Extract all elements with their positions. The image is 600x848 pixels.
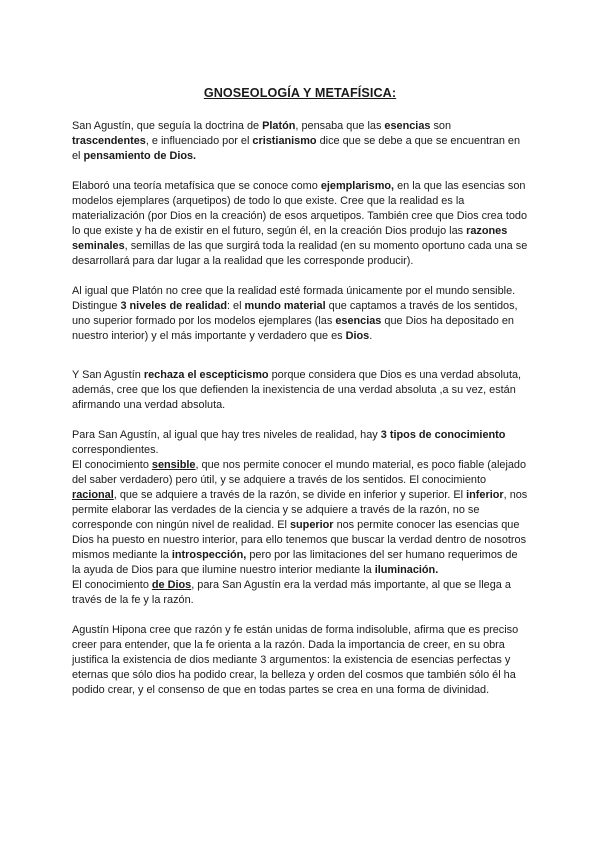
bold-term: iluminación. bbox=[374, 564, 439, 576]
paragraph-platon bbox=[72, 119, 528, 164]
bold-term: Dios bbox=[345, 330, 370, 342]
bold-term: esencias bbox=[384, 120, 431, 132]
text-run: son bbox=[430, 120, 452, 132]
text-run: , nos permite elaborar las verdades de la ciencia y se adquiere a través de la razón, no se corresponde con ningún nivel de realidad. El bbox=[72, 489, 528, 531]
bold-term: mundo material bbox=[244, 300, 326, 312]
bold-term: inferior bbox=[466, 489, 504, 501]
text-run: en la que las esencias son modelos ejemplares (arquetipos) de todo lo que existe. Cree que la realidad es la materialización (por Dios en la creación) de esos arquetipos. También cree que Dios crea todo lo que existe y ha de existir en el futuro, según él, en la creación Dios produjo las bbox=[72, 180, 528, 237]
paragraph-niveles-realidad bbox=[72, 284, 528, 344]
paragraph-escepticismo bbox=[72, 368, 528, 413]
text-run: dice que se debe a que se encuentran en el bbox=[72, 135, 521, 162]
bold-term: ejemplarismo, bbox=[320, 180, 395, 192]
text-run: , e influenciado por el bbox=[145, 135, 253, 147]
paragraph-tipos-conocimiento bbox=[72, 428, 528, 458]
bold-term: pensamiento de Dios. bbox=[83, 150, 197, 162]
text-run: , que se adquiere a través de la razón, se divide en inferior y superior. El bbox=[113, 489, 467, 501]
bold-term: trascendentes bbox=[72, 135, 146, 147]
text-run: , que nos permite conocer el mundo material, es poco fiable (alejado del saber verdadero) pero útil, y se adquiere a través de los sentidos. El conocimiento bbox=[72, 459, 527, 486]
bold-term: sensible bbox=[151, 459, 196, 471]
text-run: . bbox=[369, 330, 373, 342]
text-run: El conocimiento bbox=[72, 459, 152, 471]
text-run: que Dios ha depositado en nuestro interior) y el más importante y verdadero que es bbox=[72, 315, 514, 342]
bold-term: de Dios bbox=[151, 579, 192, 591]
text-run: nos permite conocer las esencias que Dios ha puesto en nuestro interior, para ello tenemos que buscar la verdad dentro de nosotros mismos mediante la bbox=[72, 519, 527, 561]
bold-term: 3 tipos de conocimiento bbox=[380, 429, 506, 441]
document-title: GNOSEOLOGÍA Y METAFÍSICA: bbox=[203, 86, 397, 100]
text-run: pero por las limitaciones del ser humano requerimos de la ayuda de Dios para que ilumine nuestro interior mediante la bbox=[72, 549, 518, 576]
bold-term: introspección, bbox=[171, 549, 247, 561]
text-run: que captamos a través de los sentidos, uno superior formado por los modelos ejemplares (las bbox=[72, 300, 518, 327]
paragraph-ejemplarismo bbox=[72, 179, 528, 269]
text-run: El conocimiento bbox=[72, 579, 152, 591]
text-run: Para San Agustín, al igual que hay tres niveles de realidad, hay bbox=[72, 429, 381, 441]
paragraph-razon-fe bbox=[72, 623, 528, 698]
text-run: Al igual que Platón no cree que la realidad esté formada únicamente por el mundo sensible. Distingue bbox=[72, 285, 516, 312]
text-run: San Agustín, que seguía la doctrina de bbox=[72, 120, 263, 132]
paragraph-conocimiento-dios bbox=[72, 578, 528, 608]
text-run: Y San Agustín bbox=[72, 369, 144, 381]
bold-term: superior bbox=[289, 519, 334, 531]
text-run: Elaboró una teoría metafísica que se conoce como bbox=[72, 180, 321, 192]
text-run: correspondientes. bbox=[72, 444, 159, 456]
text-run: Agustín Hipona cree que razón y fe están unidas de forma indisoluble, afirma que es preciso creer para entender, que la fe orienta a la razón. Dada la importancia de creer, en su obra justifica la existencia de dios mediante 3 argumentos: la existencia de esencias perfectas y eternas que sólo dios ha podido crear, la belleza y orden del cosmos que también sólo él ha podido crear, y el consenso de que en todas partes se crea en una forma de divinidad. bbox=[72, 624, 519, 696]
bold-term: 3 niveles de realidad bbox=[120, 300, 227, 312]
text-run: porque considera que Dios es una verdad absoluta, además, cree que los que defienden la inexistencia de una verdad absoluta ,a su vez, están afirmando una verdad absoluta. bbox=[72, 369, 522, 411]
text-run: , para San Agustín era la verdad más importante, al que se llega a través de la fe y la razón. bbox=[72, 579, 511, 606]
paragraph-conocimiento-sensible-racional bbox=[72, 458, 528, 578]
text-run: , pensaba que las bbox=[295, 120, 385, 132]
bold-term: rechaza el escepticismo bbox=[143, 369, 269, 381]
bold-term: racional bbox=[72, 489, 114, 501]
bold-term: razones seminales bbox=[72, 225, 508, 252]
bold-term: Platón bbox=[262, 120, 296, 132]
bold-term: esencias bbox=[335, 315, 382, 327]
text-run: : el bbox=[226, 300, 245, 312]
bold-term: cristianismo bbox=[252, 135, 317, 147]
text-run: , semillas de las que surgirá toda la realidad (en su momento oportuno cada una se desarrollará para dar lugar a la realidad que les corresponde producir). bbox=[72, 240, 528, 267]
